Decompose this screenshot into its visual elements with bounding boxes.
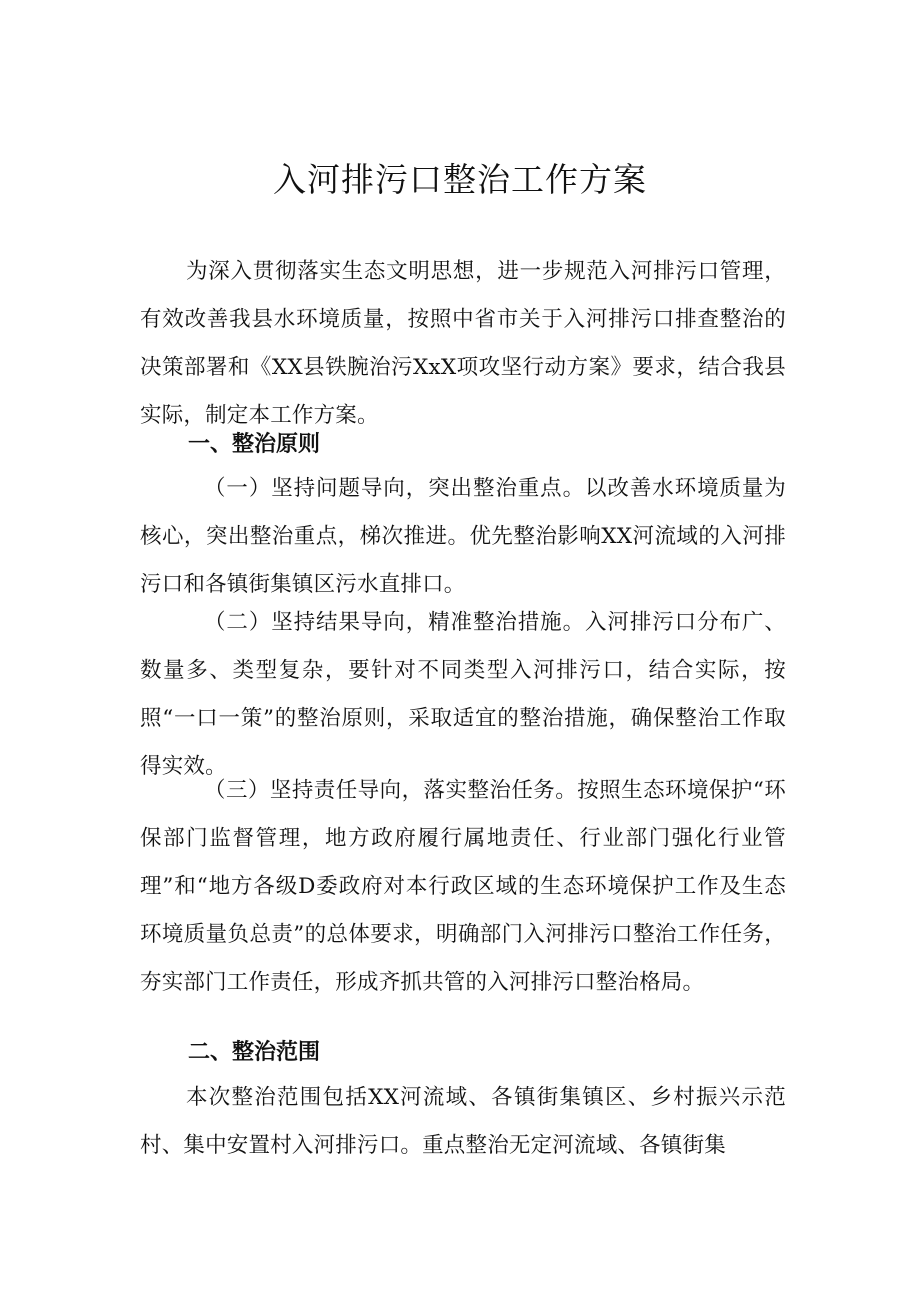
intro-paragraph: 为深入贯彻落实生态文明思想，进一步规范入河排污口管理，有效改善我县水环境质量，按照中省市关于入河排污口排查整治的决策部署和《XX县铁腕治污XxX项攻坚行动方案》要求，结合我县实际，制定本工作方案。 xyxy=(140,259,786,428)
principle-paragraph-1: （一）坚持问题导向，突出整治重点。以改善水环境质量为核心，突出整治重点，梯次推进。优先整治影响XX河流域的入河排污口和各镇街集镇区污水直排口。 xyxy=(140,476,786,597)
section-heading-principles: 一、整治原则 xyxy=(188,432,321,457)
document-title: 入河排污口整治工作方案 xyxy=(273,160,647,199)
scope-paragraph: 本次整治范围包括XX河流域、各镇街集镇区、乡村振兴示范村、集中安置村入河排污口。重点整治无定河流域、各镇街集 xyxy=(140,1085,786,1158)
principle-paragraph-3: （三）坚持责任导向，落实整治任务。按照生态环境保护“环保部门监督管理，地方政府履行属地责任、行业部门强化行业管理”和“地方各级D委政府对本行政区域的生态环境保护工作及生态环境质量负总责”的总体要求，明确部门入河排污口整治工作任务，夯实部门工作责任，形成齐抓共管的入河排污口整治格局。 xyxy=(140,778,786,995)
principle-paragraph-2: （二）坚持结果导向，精准整治措施。入河排污口分布广、数量多、类型复杂，要针对不同类型入河排污口，结合实际，按照“一口一策”的整治原则，采取适宜的整治措施，确保整治工作取得实效。 xyxy=(140,610,786,779)
section-heading-scope: 二、整治范围 xyxy=(188,1040,321,1065)
